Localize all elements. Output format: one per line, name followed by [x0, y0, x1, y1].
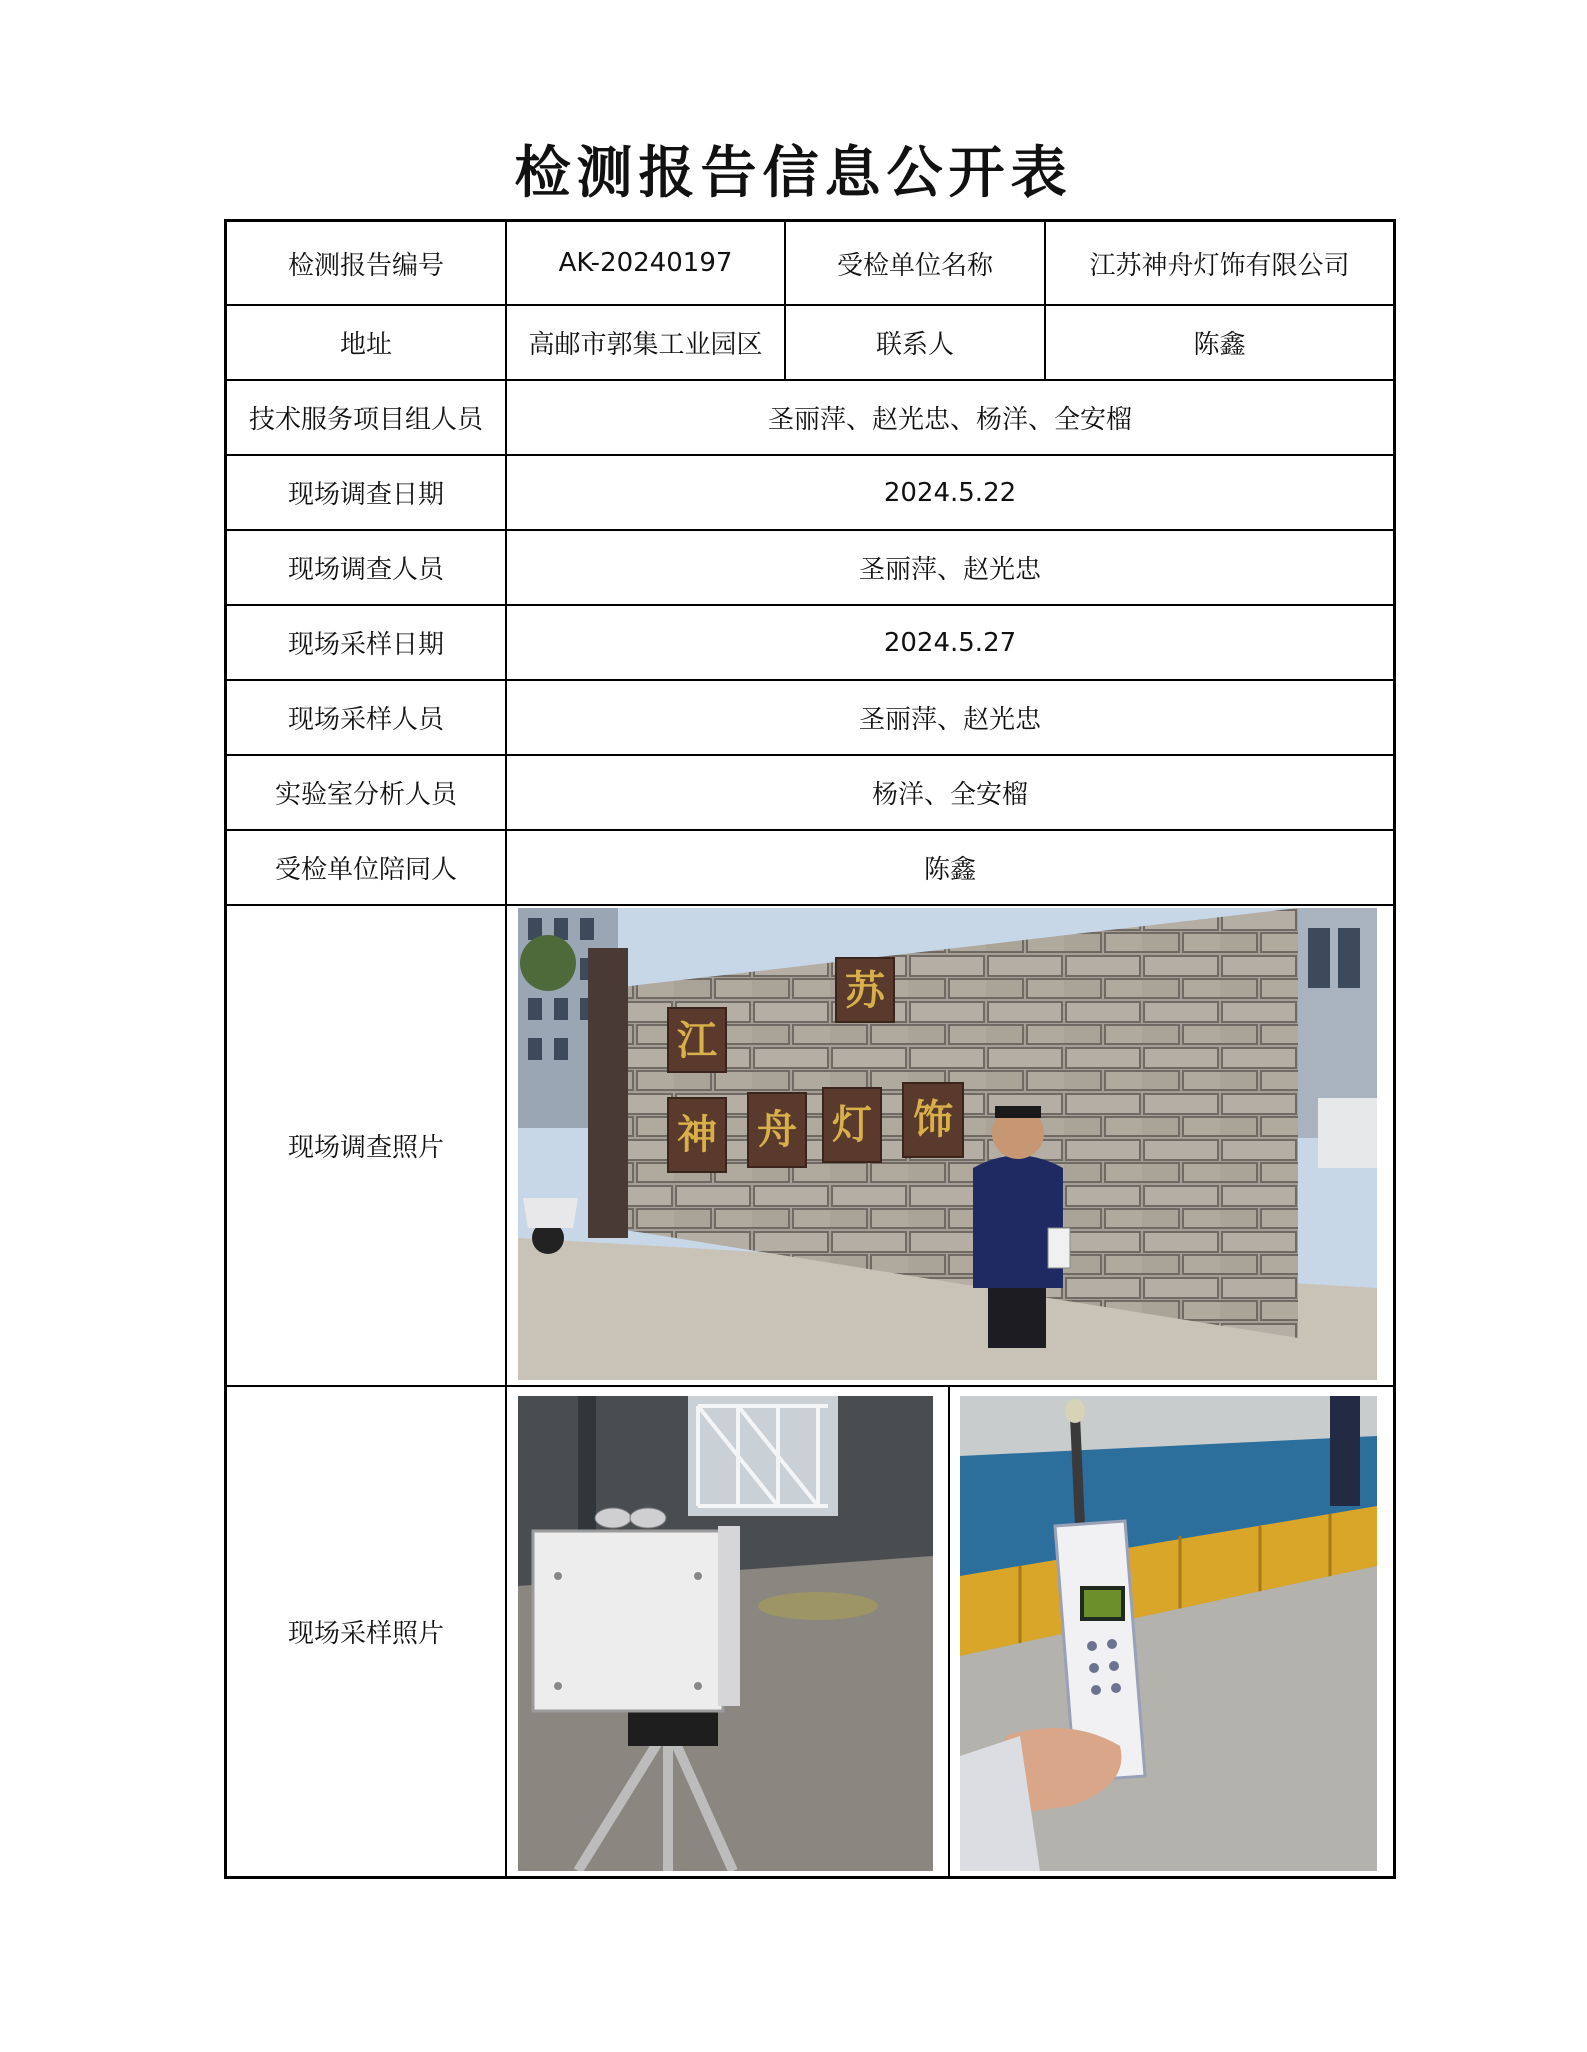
contact-label: 联系人: [875, 330, 954, 360]
escort-value: 陈鑫: [923, 855, 976, 885]
sign-char-6: 饰: [913, 1096, 953, 1143]
survey-date-label: 现场调查日期: [287, 480, 444, 510]
sampling-photo-label: 现场采样照片: [287, 1619, 444, 1649]
survey-photo: [518, 908, 1377, 1380]
survey-date-value: 2024.5.22: [883, 477, 1017, 508]
address-value: 高邮市郭集工业园区: [528, 330, 763, 360]
sampling-date-value: 2024.5.27: [883, 627, 1017, 658]
sign-char-1: 江: [677, 1017, 717, 1064]
sampling-staff-value: 圣丽萍、赵光忠: [858, 705, 1041, 735]
sampling-photo-2: [960, 1396, 1377, 1871]
sign-char-4: 舟: [757, 1106, 797, 1153]
survey-staff-value: 圣丽萍、赵光忠: [858, 555, 1041, 585]
team-label: 技术服务项目组人员: [248, 405, 483, 435]
lab-staff-label: 实验室分析人员: [274, 780, 457, 810]
unit-name-label: 受检单位名称: [836, 250, 993, 281]
contact-value: 陈鑫: [1193, 330, 1246, 360]
sampling-photo-1: [518, 1396, 933, 1871]
sign-char-2: 苏: [845, 967, 885, 1014]
sampling-staff-label: 现场采样人员: [287, 705, 444, 735]
page-title: 检测报告信息公开表: [514, 140, 1073, 206]
sampling-date-label: 现场采样日期: [287, 630, 444, 660]
survey-staff-label: 现场调查人员: [287, 555, 444, 585]
unit-name-value: 江苏神舟灯饰有限公司: [1089, 250, 1350, 281]
sign-char-3: 神: [677, 1111, 717, 1158]
address-label: 地址: [339, 330, 392, 360]
escort-label: 受检单位陪同人: [274, 855, 457, 885]
report-number-label: 检测报告编号: [287, 250, 444, 281]
survey-photo-label: 现场调查照片: [287, 1133, 444, 1163]
sign-char-5: 灯: [832, 1101, 872, 1148]
lab-staff-value: 杨洋、全安榴: [871, 780, 1028, 810]
team-value: 圣丽萍、赵光忠、杨洋、全安榴: [767, 405, 1132, 435]
report-number-value: AK-20240197: [558, 248, 733, 278]
